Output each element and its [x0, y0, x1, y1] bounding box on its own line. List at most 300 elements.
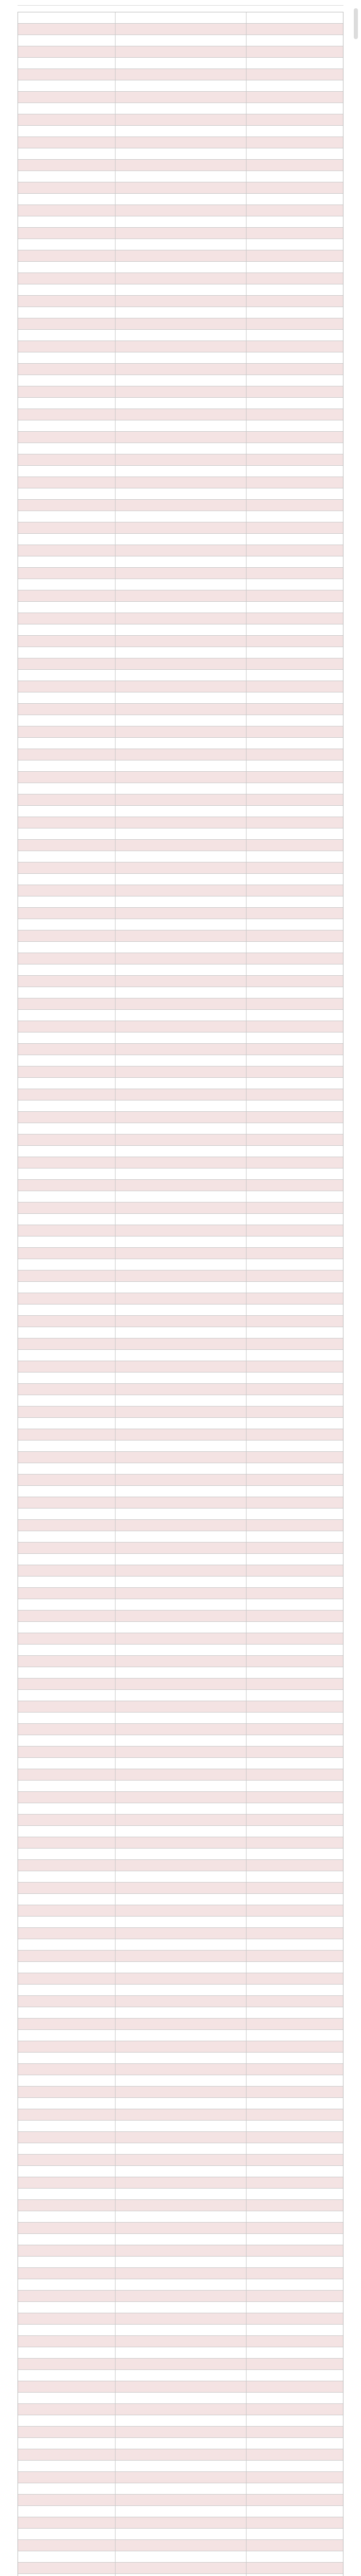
row-time-cell	[18, 2574, 115, 2576]
row-description-cell	[115, 1112, 246, 1123]
row-plate-cell	[246, 1180, 344, 1191]
row-description-cell	[115, 840, 246, 851]
row-plate-cell	[246, 2189, 344, 2199]
row-plate-cell	[246, 1021, 344, 1032]
row-description-cell	[115, 2449, 246, 2460]
row-plate-cell	[246, 1781, 344, 1791]
row-description-cell	[115, 2415, 246, 2426]
row-description-cell	[115, 2234, 246, 2245]
table-row	[18, 2291, 343, 2302]
row-time-cell	[18, 250, 115, 261]
row-plate-cell	[246, 1214, 344, 1225]
table-row	[18, 2551, 343, 2563]
row-plate-cell	[246, 1577, 344, 1587]
row-time-cell	[18, 1112, 115, 1123]
row-description-cell	[115, 466, 246, 477]
table-row	[18, 681, 343, 692]
table-row	[18, 1123, 343, 1134]
table-row	[18, 1180, 343, 1191]
row-description-cell	[115, 46, 246, 57]
row-time-cell	[18, 1769, 115, 1780]
row-time-cell	[18, 828, 115, 839]
row-description-cell	[115, 500, 246, 511]
row-plate-cell	[246, 1690, 344, 1701]
row-description-cell	[115, 1338, 246, 1349]
row-plate-cell	[246, 2529, 344, 2539]
row-plate-cell	[246, 1463, 344, 1474]
row-description-cell	[115, 148, 246, 159]
row-time-cell	[18, 364, 115, 375]
row-time-cell	[18, 1996, 115, 2007]
row-description-cell	[115, 1871, 246, 1882]
table-row	[18, 1713, 343, 1724]
row-plate-cell	[246, 692, 344, 703]
row-plate-cell	[246, 2449, 344, 2460]
row-plate-cell	[246, 896, 344, 907]
table-row	[18, 1475, 343, 1486]
row-plate-cell	[246, 1225, 344, 1236]
row-plate-cell	[246, 2064, 344, 2075]
row-time-cell	[18, 1928, 115, 1939]
table-row	[18, 794, 343, 806]
table-row	[18, 171, 343, 182]
row-time-cell	[18, 2529, 115, 2539]
row-plate-cell	[246, 2268, 344, 2279]
row-time-cell	[18, 1157, 115, 1168]
row-plate-cell	[246, 862, 344, 873]
row-plate-cell	[246, 69, 344, 80]
table-row	[18, 2121, 343, 2132]
table-row	[18, 2064, 343, 2075]
row-plate-cell	[246, 2551, 344, 2562]
row-description-cell	[115, 1577, 246, 1587]
table-row	[18, 1089, 343, 1100]
row-time-cell	[18, 953, 115, 964]
table-row	[18, 1429, 343, 1440]
row-plate-cell	[246, 1656, 344, 1667]
table-row	[18, 1146, 343, 1157]
row-plate-cell	[246, 919, 344, 930]
row-time-cell	[18, 1259, 115, 1270]
table-row	[18, 2155, 343, 2166]
table-row	[18, 636, 343, 647]
row-time-cell	[18, 1066, 115, 1077]
row-plate-cell	[246, 1452, 344, 1463]
row-plate-cell	[246, 885, 344, 896]
table-row	[18, 1134, 343, 1146]
table-row	[18, 2053, 343, 2064]
row-plate-cell	[246, 1010, 344, 1021]
row-time-cell	[18, 80, 115, 91]
table-row	[18, 749, 343, 760]
table-row	[18, 1440, 343, 1452]
table-row	[18, 1021, 343, 1032]
row-time-cell	[18, 794, 115, 805]
row-time-cell	[18, 2472, 115, 2483]
row-description-cell	[115, 398, 246, 409]
row-plate-cell	[246, 1066, 344, 1077]
row-time-cell	[18, 2030, 115, 2041]
row-plate-cell	[246, 500, 344, 511]
table-row	[18, 1611, 343, 1622]
row-time-cell	[18, 1168, 115, 1179]
table-row	[18, 1622, 343, 1633]
row-plate-cell	[246, 2234, 344, 2245]
row-description-cell	[115, 171, 246, 182]
row-plate-cell	[246, 1372, 344, 1383]
table-row	[18, 1690, 343, 1701]
row-time-cell	[18, 488, 115, 499]
row-description-cell	[115, 1406, 246, 1417]
row-description-cell	[115, 12, 246, 23]
row-description-cell	[115, 1622, 246, 1633]
row-time-cell	[18, 432, 115, 443]
row-plate-cell	[246, 2336, 344, 2347]
row-plate-cell	[246, 443, 344, 454]
row-description-cell	[115, 2336, 246, 2347]
row-time-cell	[18, 2211, 115, 2222]
row-time-cell	[18, 194, 115, 205]
row-time-cell	[18, 1180, 115, 1191]
row-plate-cell	[246, 2313, 344, 2324]
row-description-cell	[115, 488, 246, 499]
row-description-cell	[115, 2393, 246, 2403]
table-row	[18, 69, 343, 80]
table-row	[18, 500, 343, 511]
table-row	[18, 1599, 343, 1611]
row-time-cell	[18, 908, 115, 919]
row-plate-cell	[246, 2404, 344, 2415]
row-description-cell	[115, 1769, 246, 1780]
row-time-cell	[18, 2234, 115, 2245]
row-plate-cell	[246, 228, 344, 239]
row-description-cell	[115, 1633, 246, 1644]
row-description-cell	[115, 2053, 246, 2063]
table-row	[18, 46, 343, 58]
table-row	[18, 885, 343, 896]
row-description-cell	[115, 862, 246, 873]
row-plate-cell	[246, 58, 344, 69]
row-time-cell	[18, 1316, 115, 1327]
row-plate-cell	[246, 783, 344, 794]
table-row	[18, 2019, 343, 2030]
row-plate-cell	[246, 794, 344, 805]
row-time-cell	[18, 704, 115, 715]
row-time-cell	[18, 1713, 115, 1723]
row-time-cell	[18, 1656, 115, 1667]
row-plate-cell	[246, 1633, 344, 1644]
row-plate-cell	[246, 1202, 344, 1213]
table-row	[18, 1282, 343, 1293]
row-description-cell	[115, 262, 246, 273]
row-plate-cell	[246, 1973, 344, 1984]
row-description-cell	[115, 1758, 246, 1769]
row-description-cell	[115, 704, 246, 715]
row-description-cell	[115, 1384, 246, 1395]
table-row	[18, 2483, 343, 2495]
table-row	[18, 194, 343, 205]
row-plate-cell	[246, 1996, 344, 2007]
row-description-cell	[115, 1792, 246, 1803]
table-row	[18, 2279, 343, 2291]
row-plate-cell	[246, 1146, 344, 1157]
row-plate-cell	[246, 1078, 344, 1089]
row-plate-cell	[246, 364, 344, 375]
record-table-body	[18, 12, 343, 2576]
row-plate-cell	[246, 806, 344, 817]
row-time-cell	[18, 1440, 115, 1451]
row-time-cell	[18, 511, 115, 522]
table-row	[18, 1372, 343, 1384]
row-description-cell	[115, 1951, 246, 1961]
row-plate-cell	[246, 704, 344, 715]
row-description-cell	[115, 2302, 246, 2313]
row-time-cell	[18, 2449, 115, 2460]
table-row	[18, 1645, 343, 1656]
table-row	[18, 2098, 343, 2109]
row-time-cell	[18, 1747, 115, 1757]
row-description-cell	[115, 522, 246, 533]
table-row	[18, 80, 343, 92]
row-description-cell	[115, 636, 246, 647]
row-plate-cell	[246, 2438, 344, 2449]
row-time-cell	[18, 262, 115, 273]
row-description-cell	[115, 1735, 246, 1746]
row-description-cell	[115, 1486, 246, 1497]
table-row	[18, 602, 343, 613]
row-plate-cell	[246, 2347, 344, 2358]
table-row	[18, 1951, 343, 1962]
row-time-cell	[18, 1078, 115, 1089]
row-plate-cell	[246, 12, 344, 23]
table-row	[18, 228, 343, 239]
row-plate-cell	[246, 1599, 344, 1610]
table-row	[18, 1656, 343, 1667]
row-plate-cell	[246, 534, 344, 545]
row-time-cell	[18, 2109, 115, 2120]
row-plate-cell	[246, 2053, 344, 2063]
row-description-cell	[115, 1066, 246, 1077]
table-row	[18, 534, 343, 545]
row-description-cell	[115, 1134, 246, 1145]
table-row	[18, 715, 343, 726]
row-time-cell	[18, 1486, 115, 1497]
row-plate-cell	[246, 1032, 344, 1043]
row-description-cell	[115, 114, 246, 125]
row-time-cell	[18, 1350, 115, 1361]
row-plate-cell	[246, 2121, 344, 2131]
table-row	[18, 307, 343, 318]
row-time-cell	[18, 851, 115, 862]
row-plate-cell	[246, 466, 344, 477]
row-description-cell	[115, 2109, 246, 2120]
table-row	[18, 1633, 343, 1645]
table-row	[18, 250, 343, 262]
row-description-cell	[115, 1475, 246, 1485]
row-time-cell	[18, 2189, 115, 2199]
row-time-cell	[18, 670, 115, 681]
table-row	[18, 1044, 343, 1055]
row-time-cell	[18, 1849, 115, 1859]
row-plate-cell	[246, 477, 344, 488]
row-description-cell	[115, 908, 246, 919]
row-time-cell	[18, 817, 115, 828]
row-description-cell	[115, 1316, 246, 1327]
row-description-cell	[115, 2155, 246, 2165]
table-row	[18, 284, 343, 296]
row-time-cell	[18, 1044, 115, 1055]
table-row	[18, 522, 343, 534]
row-time-cell	[18, 1735, 115, 1746]
row-description-cell	[115, 2064, 246, 2075]
row-plate-cell	[246, 1475, 344, 1485]
row-plate-cell	[246, 262, 344, 273]
row-plate-cell	[246, 2177, 344, 2188]
row-time-cell	[18, 126, 115, 137]
scrollbar-thumb[interactable]	[354, 8, 358, 39]
row-plate-cell	[246, 1395, 344, 1406]
table-row	[18, 1225, 343, 1236]
row-description-cell	[115, 1826, 246, 1837]
row-description-cell	[115, 2483, 246, 2494]
row-time-cell	[18, 715, 115, 726]
row-description-cell	[115, 1611, 246, 1621]
row-plate-cell	[246, 1123, 344, 1134]
row-time-cell	[18, 1418, 115, 1429]
row-description-cell	[115, 1973, 246, 1984]
row-time-cell	[18, 1837, 115, 1848]
row-description-cell	[115, 1656, 246, 1667]
row-plate-cell	[246, 1327, 344, 1338]
row-time-cell	[18, 1509, 115, 1519]
table-row	[18, 1962, 343, 1973]
table-row	[18, 160, 343, 171]
table-row	[18, 772, 343, 783]
table-row	[18, 2517, 343, 2529]
row-plate-cell	[246, 817, 344, 828]
row-plate-cell	[246, 2098, 344, 2109]
row-description-cell	[115, 590, 246, 601]
table-row	[18, 2223, 343, 2234]
row-time-cell	[18, 205, 115, 216]
row-time-cell	[18, 862, 115, 873]
row-plate-cell	[246, 828, 344, 839]
row-time-cell	[18, 1372, 115, 1383]
row-plate-cell	[246, 1157, 344, 1168]
table-row	[18, 2472, 343, 2483]
row-plate-cell	[246, 1735, 344, 1746]
row-time-cell	[18, 1248, 115, 1259]
table-row	[18, 1316, 343, 1327]
row-description-cell	[115, 307, 246, 318]
row-time-cell	[18, 1758, 115, 1769]
table-row	[18, 1248, 343, 1259]
row-plate-cell	[246, 851, 344, 862]
row-plate-cell	[246, 2245, 344, 2256]
table-row	[18, 35, 343, 46]
row-plate-cell	[246, 420, 344, 431]
row-description-cell	[115, 24, 246, 35]
row-description-cell	[115, 318, 246, 329]
row-time-cell	[18, 2483, 115, 2494]
row-time-cell	[18, 2313, 115, 2324]
row-time-cell	[18, 46, 115, 57]
row-plate-cell	[246, 613, 344, 624]
table-row	[18, 556, 343, 568]
row-plate-cell	[246, 998, 344, 1009]
row-time-cell	[18, 545, 115, 556]
table-row	[18, 692, 343, 704]
row-description-cell	[115, 2245, 246, 2256]
row-time-cell	[18, 1792, 115, 1803]
row-plate-cell	[246, 454, 344, 465]
row-time-cell	[18, 998, 115, 1009]
row-plate-cell	[246, 1667, 344, 1678]
row-description-cell	[115, 2223, 246, 2233]
row-time-cell	[18, 307, 115, 318]
row-description-cell	[115, 239, 246, 250]
row-time-cell	[18, 579, 115, 590]
table-row	[18, 1917, 343, 1928]
row-time-cell	[18, 1679, 115, 1689]
row-description-cell	[115, 273, 246, 284]
row-time-cell	[18, 2279, 115, 2290]
table-row	[18, 2234, 343, 2245]
row-time-cell	[18, 1032, 115, 1043]
row-time-cell	[18, 522, 115, 533]
table-row	[18, 942, 343, 953]
row-description-cell	[115, 1837, 246, 1848]
table-row	[18, 1985, 343, 1996]
row-description-cell	[115, 1905, 246, 1916]
row-plate-cell	[246, 182, 344, 193]
row-plate-cell	[246, 1747, 344, 1757]
table-row	[18, 1588, 343, 1599]
row-plate-cell	[246, 1860, 344, 1871]
row-plate-cell	[246, 942, 344, 953]
row-description-cell	[115, 2291, 246, 2301]
table-row	[18, 1463, 343, 1475]
row-time-cell	[18, 1327, 115, 1338]
row-time-cell	[18, 1282, 115, 1293]
row-time-cell	[18, 987, 115, 998]
table-row	[18, 1497, 343, 1509]
row-description-cell	[115, 284, 246, 295]
top-divider	[18, 5, 343, 6]
row-plate-cell	[246, 2370, 344, 2381]
row-time-cell	[18, 58, 115, 69]
table-row	[18, 511, 343, 522]
table-row	[18, 874, 343, 885]
row-time-cell	[18, 1690, 115, 1701]
row-plate-cell	[246, 636, 344, 647]
row-time-cell	[18, 930, 115, 941]
row-time-cell	[18, 568, 115, 579]
row-description-cell	[115, 1543, 246, 1553]
row-time-cell	[18, 2268, 115, 2279]
table-row	[18, 1735, 343, 1747]
table-row	[18, 2268, 343, 2279]
row-time-cell	[18, 2438, 115, 2449]
row-plate-cell	[246, 2019, 344, 2029]
row-description-cell	[115, 613, 246, 624]
table-row	[18, 1236, 343, 1248]
row-time-cell	[18, 2517, 115, 2528]
table-row	[18, 1112, 343, 1123]
row-description-cell	[115, 341, 246, 352]
row-plate-cell	[246, 2381, 344, 2392]
row-time-cell	[18, 1815, 115, 1825]
